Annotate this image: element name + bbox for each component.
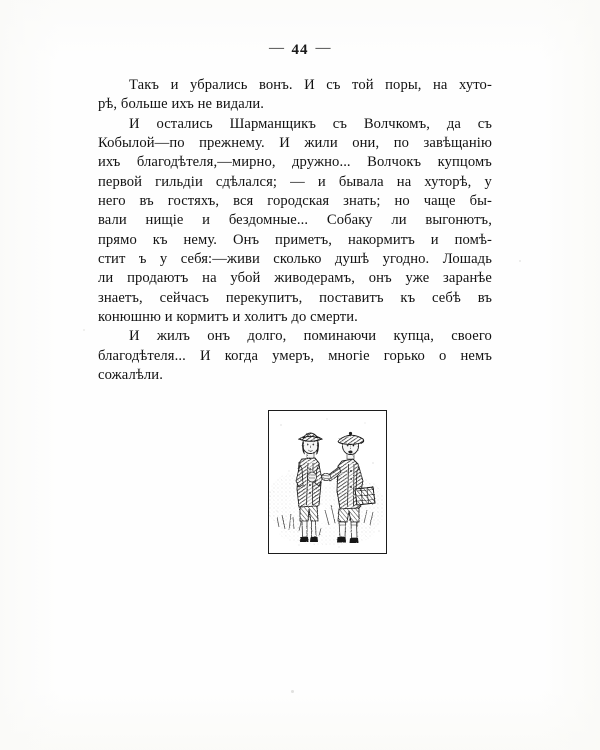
text-word: сколько [273,251,322,268]
text-word: о [439,347,447,364]
text-line [98,153,492,172]
text-word: гостяхъ, [167,193,220,210]
text-word: нему. [183,231,218,248]
text-line [98,231,492,250]
text-word: гильдіи [155,173,203,190]
text-word: къ [152,231,168,248]
text-line [98,192,492,211]
text-word: Лошадь [442,251,492,268]
text-word: И [304,77,315,93]
text-word: и [430,231,439,248]
text-word: угодно. [382,251,430,268]
text-word: вонъ. [259,77,293,93]
text-word: благодѣтеля,—мирно, [136,154,276,171]
text-word: въ [139,193,154,210]
text-line [98,211,492,230]
text-word: выгонютъ, [425,212,492,229]
text-word: Шарманщикъ [229,115,316,132]
text-word: горько [383,347,425,364]
text-word: живодерамъ, [274,270,356,287]
text-word: прежнему. [199,135,265,152]
text-word: къ [400,289,416,306]
text-word: онъ [368,270,392,287]
folio-dash-right: — [315,40,331,56]
text-word: долго, [247,328,287,345]
text-word: вся [233,193,254,210]
text-word: многіе [328,347,370,364]
scan-speck [519,260,521,262]
scan-speck [291,690,294,693]
text-word: остались [156,115,213,132]
text-word: поставитъ [319,289,384,306]
text-word: сдѣлался; [215,173,278,190]
text-word: прямо [98,231,137,248]
text-word: ли [98,270,114,287]
text-word: перекупитъ, [225,289,303,306]
text-word: Такъ [129,77,160,93]
text-word: дружно... [292,154,351,171]
text-line [98,115,492,134]
text-word: и [170,77,179,93]
text-word: И [129,328,140,345]
text-word: умеръ, [272,347,315,364]
text-word: да [446,115,461,132]
text-word: на [202,270,217,287]
text-line [98,289,492,308]
text-word: у [159,251,168,268]
text-word: жилъ [156,328,190,345]
text-word: бывала [338,173,384,190]
text-word: купцомъ [437,154,492,171]
text-word: первой [98,173,143,190]
text-line: рѣ, больше ихъ не видали. [98,96,265,113]
text-word: поминаючи [303,328,377,345]
text-word: съ [326,77,341,93]
text-word: купца, [393,328,434,345]
illustration-vignette [268,410,387,554]
text-line [98,269,492,288]
text-word: благодѣтеля... [98,347,186,364]
text-word: городская [267,193,330,210]
text-word: Собаку [326,212,373,229]
text-word: немъ [460,347,492,364]
text-word: заранѣе [443,270,492,287]
text-word: они, [352,135,380,152]
text-word: вали [98,212,127,229]
text-word: на [433,77,448,93]
text-word: помѣ- [454,231,492,248]
two-boys-engraving-art [269,411,384,551]
text-word: продаютъ [127,270,189,287]
text-word: хуто- [459,77,492,93]
text-word: чаще [423,193,456,210]
text-word: душѣ [334,251,370,268]
text-word: И [199,347,211,364]
text-word: онъ [207,328,231,345]
body-text-block [98,76,492,386]
text-line [98,347,492,366]
page-folio [0,42,600,59]
text-word: ъ [138,251,147,268]
text-word: съ [477,115,492,132]
text-line: конюшню и кормитъ и холитъ до смерти. [98,309,358,326]
text-line [98,327,492,346]
text-word: бы- [469,193,492,210]
text-word: въ [477,289,492,306]
text-word: и [317,173,326,190]
text-word: своего [451,328,492,345]
text-word: И [279,135,290,152]
text-word: но [394,193,410,210]
text-word: Волчкомъ, [363,115,431,132]
text-word: себя:—живи [180,251,260,268]
text-word: убой [230,270,261,287]
text-word: съ [332,115,348,132]
text-word: него [98,193,126,210]
text-word: бездомные... [228,212,309,229]
text-word: нищіе [145,212,184,229]
text-word: И [129,115,140,132]
text-line: сожалѣли. [98,367,163,384]
text-word: себѣ [432,289,461,306]
text-word: убрались [190,77,248,93]
scan-speck [83,329,85,331]
text-line [98,250,492,269]
text-line [98,76,492,95]
text-word: ихъ [98,154,121,171]
text-word: Волчокъ [367,154,422,171]
text-word: Онъ [232,231,260,248]
page-number: 44 [291,42,309,58]
text-word: завѣщанію [423,135,492,152]
text-word: Кобылой—по [98,135,185,152]
text-word: когда [224,347,259,364]
text-word: накормитъ [347,231,415,248]
folio-dash-left: — [269,40,285,56]
text-word: сейчасъ [159,289,210,306]
text-word: жили [304,135,338,152]
text-word: той [352,77,374,93]
text-word: у [484,173,492,190]
text-word: — [290,173,305,190]
text-word: знать; [343,193,381,210]
text-word: знаетъ, [98,289,143,306]
text-word: и [202,212,211,229]
text-word: по [393,135,410,152]
text-word: поры, [385,77,422,93]
text-word: стит [98,251,126,268]
text-word: на [396,173,412,190]
text-line [98,173,492,192]
text-line [98,134,492,153]
text-word: ли [391,212,407,229]
text-word: уже [405,270,430,287]
text-word: приметъ, [275,231,333,248]
text-word: хуторѣ, [424,173,472,190]
